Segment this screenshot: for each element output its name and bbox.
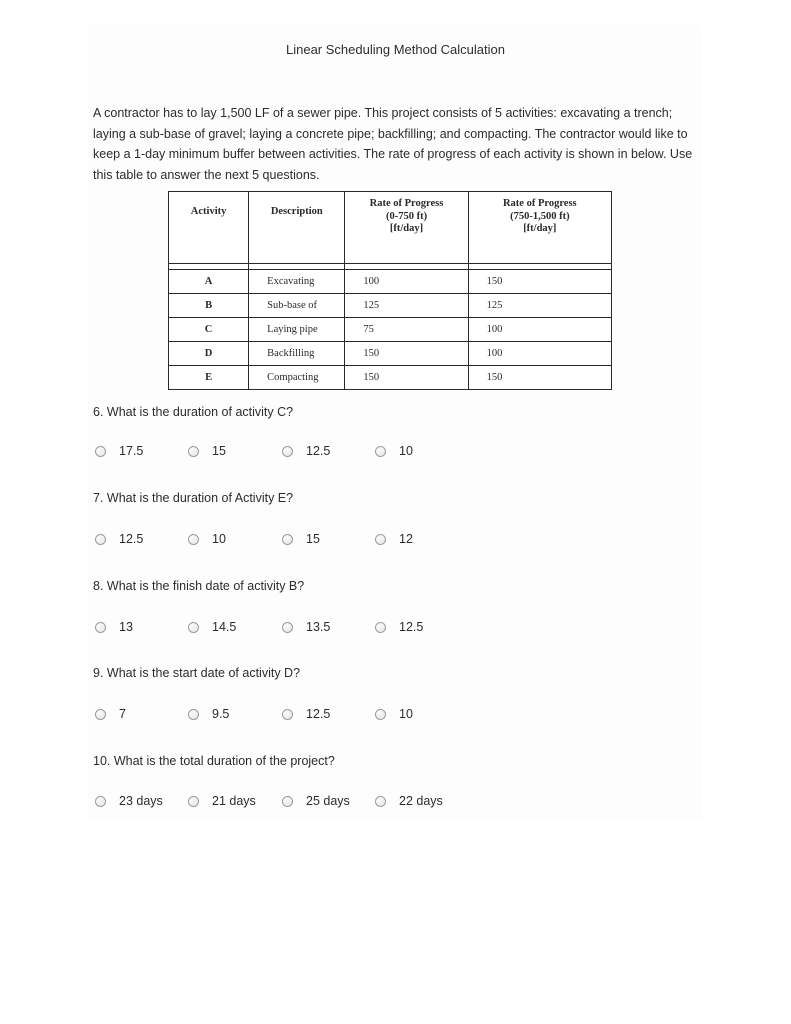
q8-option-c[interactable] [282, 617, 330, 637]
document-title: Linear Scheduling Method Calculation [286, 42, 505, 57]
cell-activity: D [169, 342, 249, 366]
header-rate1-line1: Rate of Progress [369, 198, 444, 209]
option-label: 7 [119, 707, 126, 721]
option-label: 13 [119, 620, 133, 634]
radio-button-icon[interactable] [282, 534, 293, 545]
q7-option-c[interactable] [282, 529, 320, 549]
option-label: 15 [212, 444, 226, 458]
cell-rate1: 75 [345, 318, 468, 342]
q6-option-b[interactable] [188, 441, 226, 461]
cell-activity: B [169, 294, 249, 318]
q9-option-b[interactable] [188, 704, 229, 724]
option-label: 12 [399, 532, 413, 546]
option-label: 12.5 [399, 620, 424, 634]
question-6-options [95, 441, 595, 461]
cell-activity: C [169, 318, 249, 342]
radio-button-icon[interactable] [95, 622, 106, 633]
option-label: 10 [212, 532, 226, 546]
option-label: 13.5 [306, 620, 331, 634]
radio-button-icon[interactable] [375, 709, 386, 720]
cell-rate2: 100 [468, 342, 611, 366]
cell-description: Compacting [249, 366, 345, 390]
option-label: 10 [399, 444, 413, 458]
cell-rate2: 150 [468, 366, 611, 390]
option-label: 21 days [212, 794, 256, 808]
cell-rate1: 150 [345, 366, 468, 390]
radio-button-icon[interactable] [95, 534, 106, 545]
table-row [169, 342, 612, 366]
question-8-options [95, 617, 595, 637]
cell-rate1: 150 [345, 342, 468, 366]
option-label: 9.5 [212, 707, 230, 721]
q9-option-d[interactable] [375, 704, 413, 724]
radio-button-icon[interactable] [188, 709, 199, 720]
cell-activity: A [169, 270, 249, 294]
q6-option-d[interactable] [375, 441, 413, 461]
radio-button-icon[interactable] [282, 622, 293, 633]
cell-description: Excavating [249, 270, 345, 294]
radio-button-icon[interactable] [282, 446, 293, 457]
table-row [169, 270, 612, 294]
radio-button-icon[interactable] [375, 796, 386, 807]
question-10: 10. What is the total duration of the project? [93, 754, 335, 768]
rate-of-progress-table [168, 191, 612, 390]
q10-option-d[interactable] [375, 791, 443, 811]
option-label: 14.5 [212, 620, 237, 634]
option-label: 10 [399, 707, 413, 721]
q7-option-a[interactable] [95, 529, 143, 549]
cell-rate2: 100 [468, 318, 611, 342]
radio-button-icon[interactable] [188, 446, 199, 457]
radio-button-icon[interactable] [188, 622, 199, 633]
q9-option-a[interactable] [95, 704, 126, 724]
option-label: 23 days [119, 794, 163, 808]
radio-button-icon[interactable] [375, 446, 386, 457]
radio-button-icon[interactable] [282, 709, 293, 720]
radio-button-icon[interactable] [282, 796, 293, 807]
question-9: 9. What is the start date of activity D? [93, 666, 301, 680]
q7-option-b[interactable] [188, 529, 226, 549]
radio-button-icon[interactable] [375, 534, 386, 545]
table-row [169, 366, 612, 390]
header-rate1-line2: (0-750 ft) [385, 210, 428, 222]
q7-option-d[interactable] [375, 529, 413, 549]
q6-option-a[interactable] [95, 441, 143, 461]
q10-option-a[interactable] [95, 791, 163, 811]
header-description: Description [249, 192, 345, 264]
q8-option-a[interactable] [95, 617, 133, 637]
question-8: 8. What is the finish date of activity B? [93, 579, 305, 593]
option-label: 12.5 [119, 532, 144, 546]
q10-option-c[interactable] [282, 791, 350, 811]
option-label: 22 days [399, 794, 443, 808]
cell-activity: E [169, 366, 249, 390]
cell-rate2: 125 [468, 294, 611, 318]
cell-rate2: 150 [468, 270, 611, 294]
cell-rate1: 125 [345, 294, 468, 318]
radio-button-icon[interactable] [95, 446, 106, 457]
q9-option-c[interactable] [282, 704, 330, 724]
header-activity: Activity [169, 192, 249, 264]
header-rate-first-half [345, 192, 468, 264]
q6-option-c[interactable] [282, 441, 330, 461]
radio-button-icon[interactable] [188, 534, 199, 545]
header-rate2-line3: [ft/day] [523, 223, 557, 234]
radio-button-icon[interactable] [375, 622, 386, 633]
header-rate-second-half [468, 192, 611, 264]
question-10-options [95, 791, 595, 811]
option-label: 25 days [306, 794, 350, 808]
problem-statement: A contractor has to lay 1,500 LF of a sewer pipe. This project consists of 5 activities: excavating a trench; laying a sub-base of gravel; laying a concrete pipe; backfilling; and compacting. The contractor would like to keep a 1-day minimum buffer between activities. The rate of progress of each activity is shown in below. Use this table to answer the next 5 questions. [93, 106, 693, 182]
header-rate2-line2: (750-1,500 ft) [510, 210, 570, 222]
header-rate1-line3: [ft/day] [389, 223, 424, 234]
question-6: 6. What is the duration of activity C? [93, 405, 294, 419]
q10-option-b[interactable] [188, 791, 256, 811]
option-label: 17.5 [119, 444, 144, 458]
question-7-options [95, 529, 595, 549]
cell-description: Laying pipe [249, 318, 345, 342]
radio-button-icon[interactable] [188, 796, 199, 807]
q8-option-b[interactable] [188, 617, 236, 637]
cell-description: Backfilling [249, 342, 345, 366]
radio-button-icon[interactable] [95, 709, 106, 720]
cell-rate1: 100 [345, 270, 468, 294]
option-label: 15 [306, 532, 320, 546]
table-row [169, 318, 612, 342]
cell-description: Sub-base of [249, 294, 345, 318]
table-row [169, 294, 612, 318]
question-9-options [95, 704, 595, 724]
radio-button-icon[interactable] [95, 796, 106, 807]
q8-option-d[interactable] [375, 617, 423, 637]
header-rate2-line1: Rate of Progress [502, 198, 577, 209]
option-label: 12.5 [306, 444, 331, 458]
option-label: 12.5 [306, 707, 331, 721]
question-7: 7. What is the duration of Activity E? [93, 491, 294, 505]
table-header-row [169, 192, 612, 264]
